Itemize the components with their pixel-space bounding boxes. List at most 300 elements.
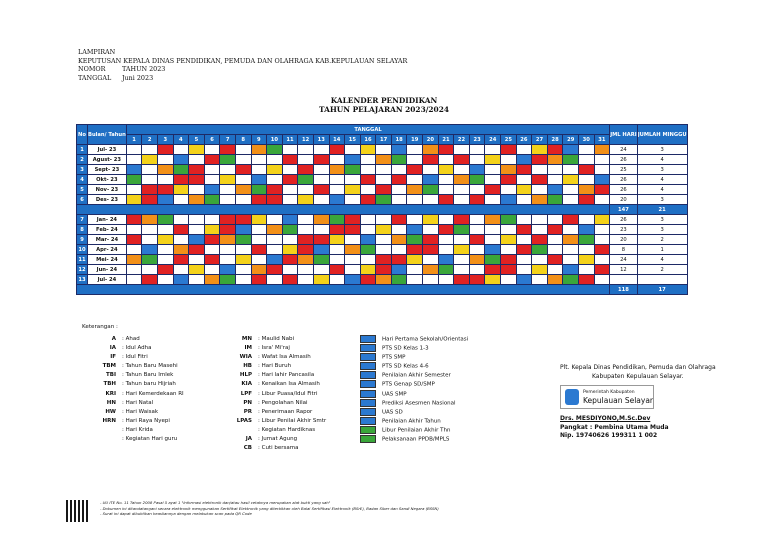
calendar-table: [76, 124, 688, 295]
day-cell: [501, 195, 517, 205]
day-cell: [485, 245, 501, 255]
day-cell: [220, 195, 236, 205]
day-cell: [267, 165, 283, 175]
day-cell: [313, 255, 329, 265]
legend-code: HLP: [239, 372, 252, 379]
day-cell: [563, 275, 579, 285]
day-cell: [298, 175, 314, 185]
col-tanggal-header: TANGGAL: [126, 125, 609, 135]
day-cell: [469, 275, 485, 285]
day-cell: [516, 225, 532, 235]
legend-text: Hari Kemerdekaan RI: [125, 390, 184, 397]
day-header: 19: [407, 135, 423, 145]
day-cell: [438, 145, 454, 155]
day-cell: [532, 215, 548, 225]
legend-text: Tahun Baru Imlek: [125, 372, 174, 379]
legend-column-3: [360, 335, 468, 444]
day-cell: [391, 265, 407, 275]
row-days: 24: [610, 255, 638, 265]
day-cell: [142, 175, 158, 185]
row-number: 5: [77, 185, 88, 195]
day-cell: [235, 225, 251, 235]
day-cell: [501, 185, 517, 195]
day-cell: [251, 235, 267, 245]
signature-line-1: Plt. Kepala Dinas Pendidikan, Pemuda dan Olahraga: [560, 364, 716, 371]
day-cell: [485, 235, 501, 245]
day-cell: [345, 235, 361, 245]
semester2-weeks-total: 17: [637, 285, 687, 295]
day-cell: [579, 245, 595, 255]
day-cell: [189, 155, 205, 165]
day-cell: [485, 265, 501, 275]
day-cell: [204, 215, 220, 225]
day-cell: [329, 155, 345, 165]
day-header: 29: [563, 135, 579, 145]
row-weeks: 2: [637, 235, 687, 245]
day-header: 20: [423, 135, 439, 145]
day-cell: [282, 195, 298, 205]
signer-nip: Nip. 19740626 199311 1 002: [560, 432, 658, 439]
legend-code: LPAS: [236, 417, 252, 424]
day-cell: [142, 165, 158, 175]
row-weeks: 4: [637, 175, 687, 185]
day-cell: [220, 265, 236, 275]
day-cell: [329, 175, 345, 185]
day-cell: [391, 165, 407, 175]
day-cell: [313, 225, 329, 235]
day-cell: [189, 235, 205, 245]
row-weeks: 3: [637, 165, 687, 175]
day-cell: [360, 185, 376, 195]
day-cell: [189, 195, 205, 205]
legend-item: : Kegiatan Hari guru: [122, 436, 178, 443]
day-cell: [407, 225, 423, 235]
tanggal-label: TANGGAL: [78, 73, 112, 82]
day-cell: [251, 225, 267, 235]
day-cell: [220, 185, 236, 195]
day-cell: [251, 165, 267, 175]
day-cell: [204, 275, 220, 285]
legend-swatch-icon: [360, 353, 376, 361]
legend-text: PTS SMP: [382, 354, 406, 361]
row-weeks: 4: [637, 255, 687, 265]
day-cell: [189, 215, 205, 225]
day-cell: [204, 225, 220, 235]
row-month: Des- 23: [88, 195, 127, 205]
row-days: 25: [610, 165, 638, 175]
day-cell: [298, 265, 314, 275]
legend-text: Libur Penilaian Akhir Thn: [382, 427, 451, 434]
calendar-body: [77, 145, 688, 295]
legend-item: [360, 399, 468, 408]
day-cell: [126, 235, 142, 245]
day-header: 22: [454, 135, 470, 145]
day-cell: [220, 235, 236, 245]
day-cell: [126, 185, 142, 195]
row-month: Okt- 23: [88, 175, 127, 185]
day-cell: [329, 145, 345, 155]
legend-swatch-icon: [360, 408, 376, 416]
legend-text: Prediksi Asesmen Nasional: [382, 400, 456, 407]
day-cell: [501, 175, 517, 185]
legend-code: IM: [244, 345, 252, 352]
legend-item: A : Ahad: [82, 335, 184, 344]
legend-item: : Hari Krida: [122, 426, 153, 433]
legend-item: MN : Maulid Nabi: [218, 335, 326, 344]
day-cell: [516, 155, 532, 165]
row-number: 8: [77, 225, 88, 235]
day-cell: [407, 265, 423, 275]
day-cell: [298, 195, 314, 205]
day-cell: [173, 265, 189, 275]
day-cell: [532, 275, 548, 285]
day-cell: [579, 275, 595, 285]
row-number: 9: [77, 235, 88, 245]
row-days: 24: [610, 145, 638, 155]
day-cell: [329, 245, 345, 255]
legend-item: LPF : Libur Puasa/Idul Fitri: [218, 390, 326, 399]
day-cell: [532, 155, 548, 165]
day-cell: [267, 265, 283, 275]
legend-code: HB: [243, 363, 252, 370]
day-cell: [189, 275, 205, 285]
day-header: 3: [157, 135, 173, 145]
day-cell: [516, 195, 532, 205]
day-cell: [501, 155, 517, 165]
day-cell: [501, 225, 517, 235]
day-cell: [282, 275, 298, 285]
day-cell: [157, 165, 173, 175]
day-cell: [376, 265, 392, 275]
day-cell: [251, 275, 267, 285]
day-cell: [501, 215, 517, 225]
day-cell: [423, 275, 439, 285]
legend-item: [360, 380, 468, 389]
day-cell: [251, 215, 267, 225]
day-cell: [345, 185, 361, 195]
legend-code: A: [111, 336, 116, 342]
day-cell: [267, 155, 283, 165]
legend-swatch-icon: [360, 335, 376, 343]
col-no-header: No: [77, 125, 88, 145]
day-cell: [142, 215, 158, 225]
day-cell: [407, 235, 423, 245]
day-cell: [189, 175, 205, 185]
day-cell: [376, 215, 392, 225]
day-cell: [345, 225, 361, 235]
legend-item: [360, 362, 468, 371]
day-cell: [220, 165, 236, 175]
day-cell: [360, 265, 376, 275]
legend-column-1: [82, 335, 184, 444]
day-cell: [282, 265, 298, 275]
legend-item: WIA : Wafat Isa Almasih: [218, 353, 326, 362]
day-header: 30: [579, 135, 595, 145]
nomor-label: NOMOR: [78, 65, 106, 74]
legend-swatch-icon: [360, 371, 376, 379]
day-cell: [360, 275, 376, 285]
legend-text: Tahun Baru Masehi: [125, 363, 178, 370]
legend-text: Jumat Agung: [261, 436, 298, 443]
day-cell: [189, 165, 205, 175]
day-cell: [376, 235, 392, 245]
day-cell: [391, 145, 407, 155]
day-cell: [579, 215, 595, 225]
day-cell: [407, 145, 423, 155]
day-cell: [438, 235, 454, 245]
day-cell: [563, 195, 579, 205]
footer-line-2: - Dokumen ini ditandatangani secara elektronik menggunakan Sertifikat Elektronik yang diterbitkan oleh Balai Sertifikasi Elektronik (BSrE), Badan Siber dan Sandi Negara (BSSN): [100, 505, 439, 511]
day-cell: [345, 215, 361, 225]
day-header: 28: [547, 135, 563, 145]
day-cell: [142, 275, 158, 285]
day-cell: [251, 195, 267, 205]
day-cell: [282, 225, 298, 235]
document-subtitle: TAHUN PELAJARAN 2023/2024: [319, 105, 449, 114]
legend-text: PTS Genap SD/SMP: [382, 381, 435, 388]
day-cell: [501, 265, 517, 275]
day-cell: [563, 265, 579, 275]
day-cell: [391, 175, 407, 185]
day-cell: [391, 185, 407, 195]
day-header: 6: [204, 135, 220, 145]
day-cell: [376, 255, 392, 265]
day-cell: [594, 265, 610, 275]
day-cell: [126, 145, 142, 155]
calendar-row: [77, 165, 688, 175]
logo-small-text: Pemerintah Kabupaten: [583, 389, 635, 395]
day-cell: [454, 145, 470, 155]
day-cell: [594, 175, 610, 185]
legend-text: Hari lahir Pancasila: [261, 372, 315, 379]
day-cell: [220, 245, 236, 255]
legend-item: IM : Isra' Mi'raj: [218, 344, 326, 353]
day-cell: [313, 195, 329, 205]
day-cell: [376, 165, 392, 175]
calendar-row: [77, 185, 688, 195]
legend-text: Isra' Mi'raj: [261, 345, 290, 352]
row-days: 26: [610, 175, 638, 185]
day-cell: [313, 275, 329, 285]
day-cell: [251, 155, 267, 165]
day-cell: [126, 225, 142, 235]
day-cell: [173, 175, 189, 185]
day-cell: [469, 185, 485, 195]
day-cell: [360, 245, 376, 255]
legend-item: [360, 371, 468, 380]
legend-code: HRN: [102, 417, 116, 424]
signature-block: [560, 364, 716, 441]
day-cell: [173, 235, 189, 245]
day-cell: [298, 215, 314, 225]
day-header: 17: [376, 135, 392, 145]
day-cell: [329, 255, 345, 265]
day-cell: [547, 225, 563, 235]
day-cell: [376, 275, 392, 285]
day-cell: [423, 255, 439, 265]
legend-item: HN : Hari Natal: [82, 399, 184, 408]
day-cell: [516, 265, 532, 275]
day-cell: [438, 165, 454, 175]
tanggal-row: [78, 74, 407, 83]
day-cell: [376, 155, 392, 165]
day-cell: [157, 195, 173, 205]
legend-swatch-icon: [360, 362, 376, 370]
day-cell: [282, 155, 298, 165]
day-cell: [157, 225, 173, 235]
nomor-row: [78, 65, 407, 74]
day-cell: [485, 215, 501, 225]
row-weeks: [637, 275, 687, 285]
day-cell: [220, 215, 236, 225]
day-cell: [485, 155, 501, 165]
day-cell: [579, 165, 595, 175]
legend-swatch-icon: [360, 435, 376, 443]
day-cell: [423, 145, 439, 155]
legend-item: CB : Cuti bersama: [218, 444, 326, 453]
day-cell: [532, 255, 548, 265]
day-cell: [267, 175, 283, 185]
day-cell: [251, 145, 267, 155]
legend-item: [360, 435, 468, 444]
day-cell: [516, 145, 532, 155]
day-header: 12: [298, 135, 314, 145]
day-cell: [204, 235, 220, 245]
day-cell: [438, 215, 454, 225]
row-weeks: 4: [637, 185, 687, 195]
day-cell: [220, 275, 236, 285]
legend-item: TBH : Tahun baru Hijriah: [82, 380, 184, 389]
row-number: 6: [77, 195, 88, 205]
day-cell: [391, 245, 407, 255]
day-cell: [563, 225, 579, 235]
day-cell: [282, 165, 298, 175]
day-cell: [407, 175, 423, 185]
legend-item: [360, 417, 468, 426]
semester-separator: [77, 205, 610, 215]
legend-text: Kenaikan Isa Almasih: [261, 381, 320, 388]
day-cell: [516, 235, 532, 245]
row-weeks: 3: [637, 195, 687, 205]
day-cell: [594, 215, 610, 225]
row-weeks: 3: [637, 145, 687, 155]
day-cell: [547, 275, 563, 285]
calendar-row: [77, 235, 688, 245]
day-cell: [142, 185, 158, 195]
legend-text: Hari Raya Nyepi: [125, 417, 170, 424]
row-weeks: 4: [637, 155, 687, 165]
row-month: Agust- 23: [88, 155, 127, 165]
day-cell: [376, 225, 392, 235]
day-cell: [189, 225, 205, 235]
day-cell: [563, 155, 579, 165]
day-cell: [157, 215, 173, 225]
legend-code: MN: [241, 336, 252, 342]
day-cell: [532, 225, 548, 235]
day-cell: [391, 275, 407, 285]
day-cell: [423, 215, 439, 225]
day-cell: [469, 225, 485, 235]
day-cell: [142, 195, 158, 205]
legend-swatch-icon: [360, 417, 376, 425]
day-cell: [157, 145, 173, 155]
semester-separator: [77, 285, 610, 295]
day-cell: [360, 235, 376, 245]
decree-header: [78, 48, 407, 82]
row-days: 26: [610, 215, 638, 225]
day-cell: [532, 185, 548, 195]
day-cell: [563, 175, 579, 185]
day-cell: [157, 185, 173, 195]
day-cell: [345, 255, 361, 265]
day-cell: [423, 175, 439, 185]
day-cell: [547, 145, 563, 155]
day-cell: [251, 255, 267, 265]
legend-text: Kegiatan Hari guru: [125, 436, 178, 443]
row-month: Mei- 24: [88, 255, 127, 265]
row-weeks: 3: [637, 215, 687, 225]
day-cell: [345, 275, 361, 285]
lampiran-label: LAMPIRAN: [78, 48, 116, 56]
day-cell: [204, 245, 220, 255]
legend-code: PR: [243, 408, 252, 415]
semester1-weeks-total: 21: [637, 205, 687, 215]
day-cell: [235, 155, 251, 165]
document-title: KALENDER PENDIDIKAN: [330, 96, 438, 105]
day-cell: [485, 255, 501, 265]
legend-text: PTS SD Kelas 1-3: [382, 345, 429, 352]
day-cell: [516, 165, 532, 175]
legend-text: Idul Fitri: [125, 354, 148, 361]
day-cell: [142, 255, 158, 265]
day-cell: [157, 245, 173, 255]
day-cell: [407, 155, 423, 165]
legend-item: IA : Idul Adha: [82, 344, 184, 353]
day-cell: [329, 225, 345, 235]
tanggal-value: Juni 2023: [122, 73, 154, 82]
day-header: 13: [313, 135, 329, 145]
day-cell: [423, 185, 439, 195]
signer-name: Drs. MESDIYONO,M.Sc.Dev: [560, 415, 651, 422]
day-cell: [594, 245, 610, 255]
day-header: 27: [532, 135, 548, 145]
day-cell: [313, 235, 329, 245]
day-header: 18: [391, 135, 407, 145]
day-cell: [485, 165, 501, 175]
legend-item: PN : Pengolahan Nilai: [218, 399, 326, 408]
day-cell: [173, 195, 189, 205]
legend-text: Wafat Isa Almasih: [261, 354, 311, 361]
day-cell: [579, 175, 595, 185]
day-cell: [391, 235, 407, 245]
day-cell: [516, 215, 532, 225]
legend-item: PR : Penerimaan Rapor: [218, 408, 326, 417]
day-cell: [532, 145, 548, 155]
day-cell: [298, 155, 314, 165]
day-cell: [438, 275, 454, 285]
legend-text: Hari Natal: [125, 399, 154, 406]
calendar-row: [77, 255, 688, 265]
day-cell: [438, 185, 454, 195]
day-cell: [391, 195, 407, 205]
day-cell: [173, 275, 189, 285]
legend-code: IA: [109, 345, 116, 352]
semester1-days-total: 147: [610, 205, 638, 215]
legend-code: WIA: [239, 354, 252, 361]
day-cell: [189, 145, 205, 155]
legend-code: KIA: [241, 381, 252, 388]
day-cell: [407, 245, 423, 255]
